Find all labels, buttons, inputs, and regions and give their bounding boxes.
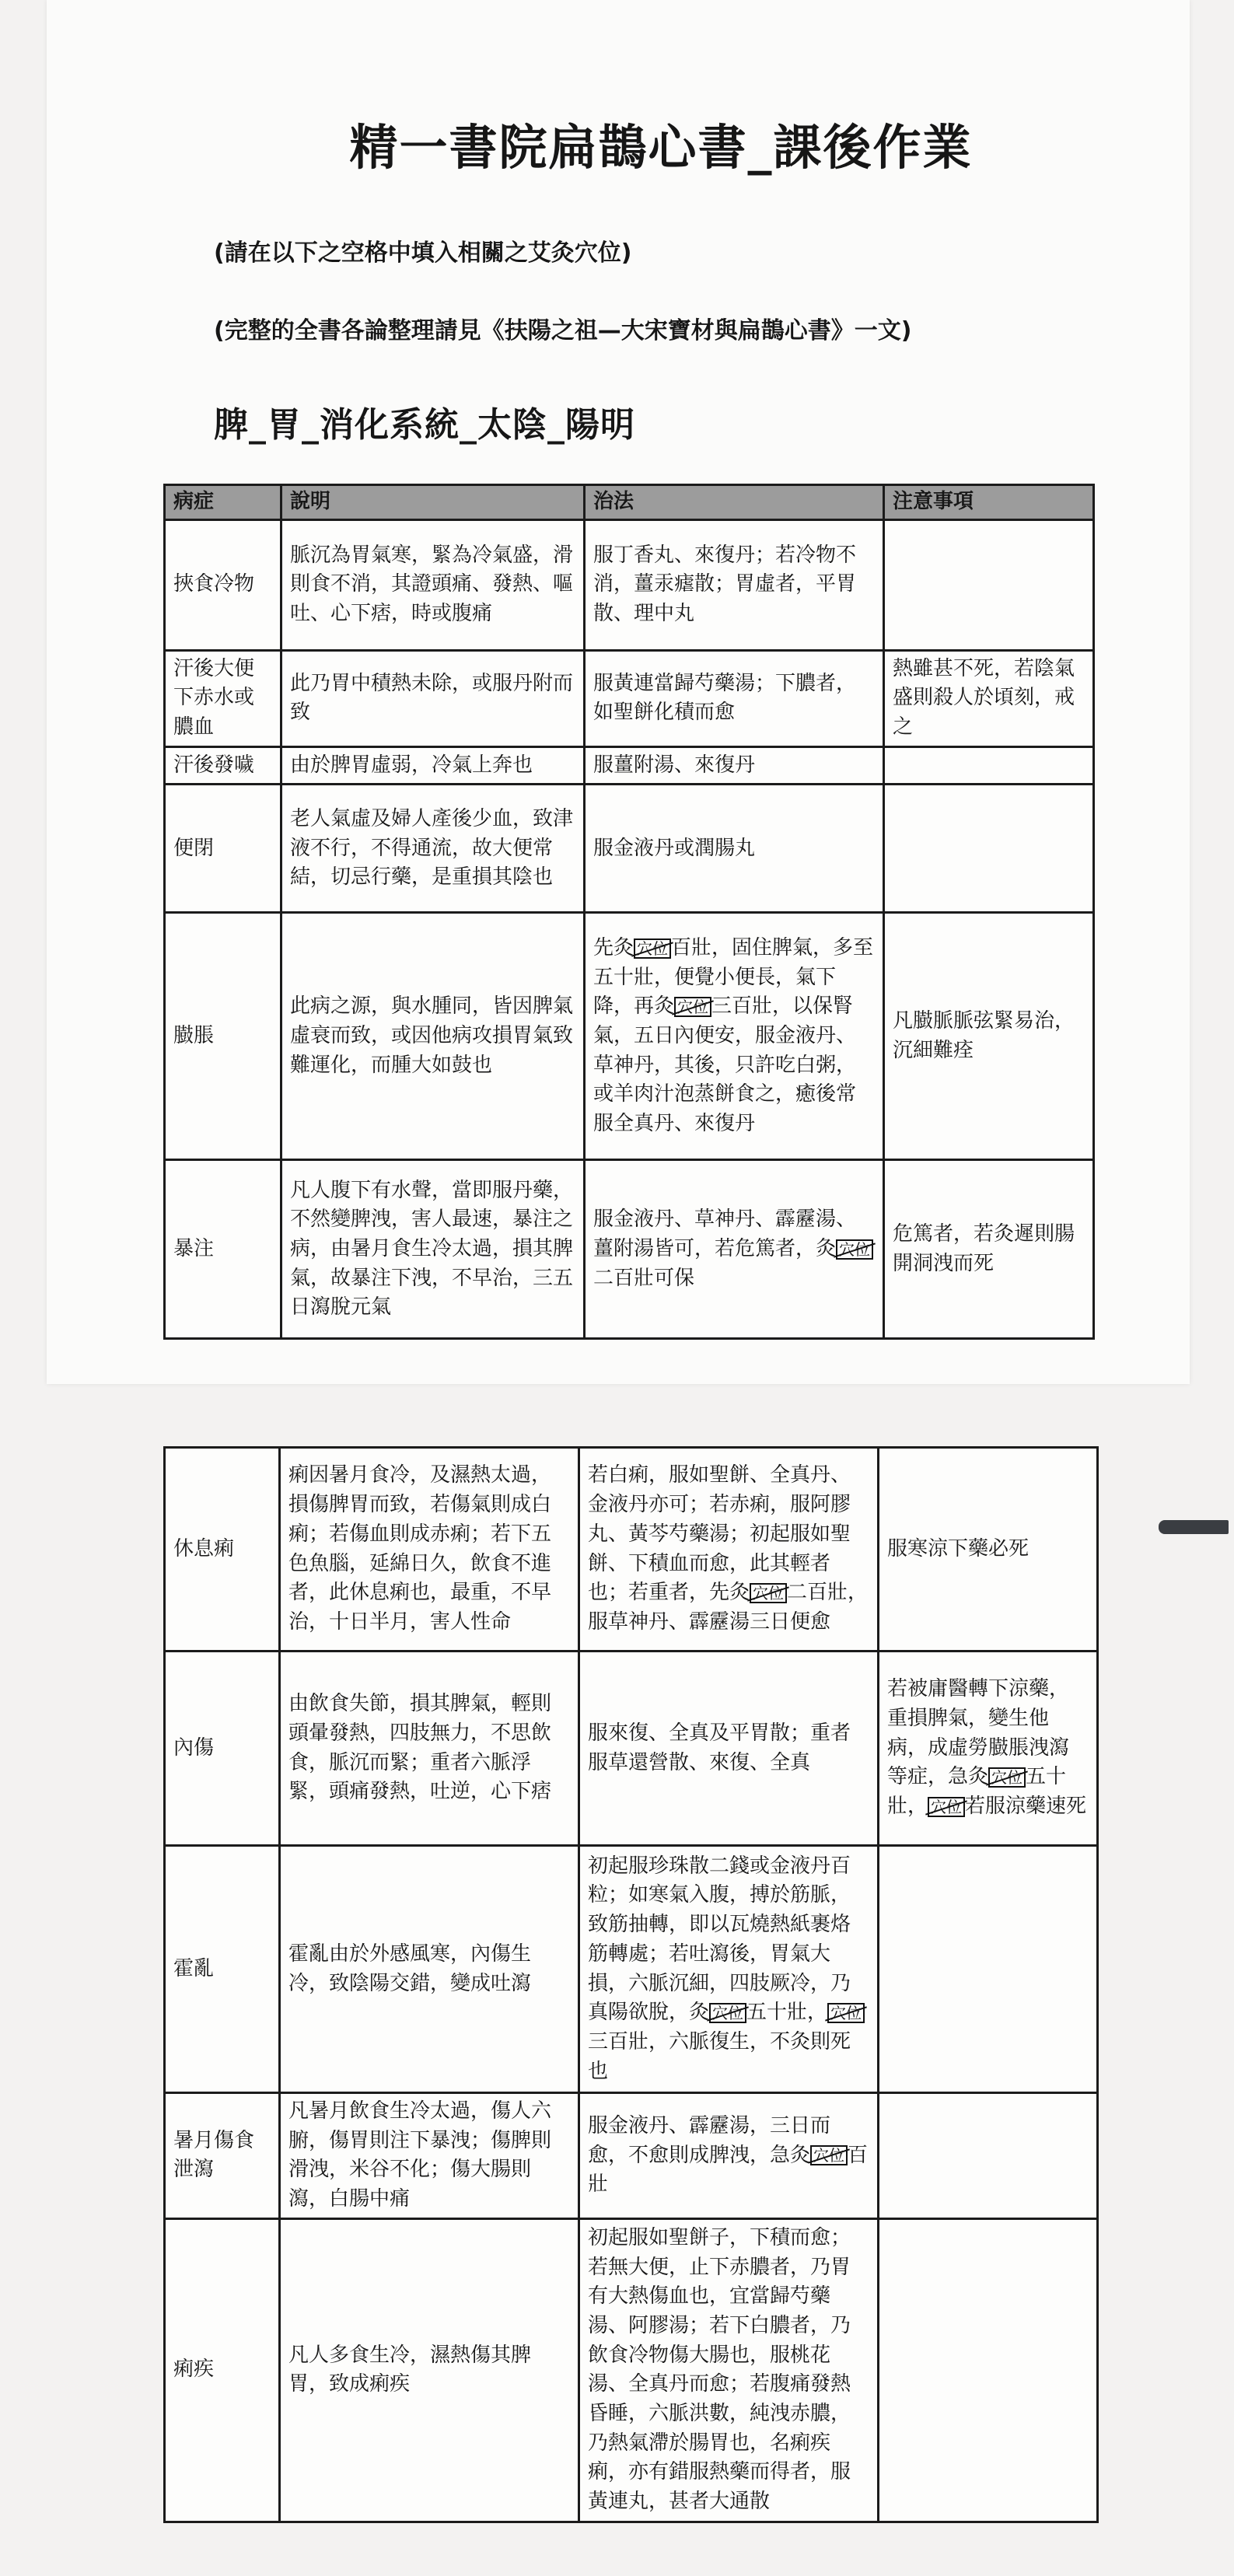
symptom-table-1	[163, 484, 1095, 1340]
caution-text: 五十壯，	[887, 1765, 1067, 1819]
caution-cell: 危篤者，若灸遲則腸開洞洩而死	[884, 1160, 1094, 1339]
caution-cell	[879, 2093, 1098, 2219]
treatment-text: 二百壯，服草神丹、霹靂湯三日便愈	[588, 1581, 869, 1634]
treatment-cell: 初起服如聖餅子，下積而愈；若無大便，止下赤膿者，乃胃有大熱傷血也，宜當歸芍藥湯、阿膠湯；若下白膿者，乃飲食冷物傷大腸也，服桃花湯、全真丹而愈；若腹痛發熱昏睡，六脈洪數，純洩赤膿，乃熱氣滯於腸胃也，名痢疾痢，亦有錯服熱藥而得者，服黃連丸，甚者大通散	[579, 2218, 879, 2522]
description-cell: 凡暑月飲食生冷太過，傷人六腑，傷胃則注下暴洩；傷脾則滑洩，米谷不化；傷大腸則瀉，白腸中痛	[280, 2093, 579, 2219]
description-cell: 老人氣虛及婦人產後少血，致津液不行，不得通流，故大便常結，切忌行藥，是重損其陰也	[281, 785, 585, 913]
description-cell: 由飲食失節，損其脾氣，輕則頭暈發熱，四肢無力，不思飲食，脈沉而緊；重者六脈浮緊，頭痛發熱，吐逆，心下痞	[280, 1652, 579, 1846]
redacted-acupoint-icon: 穴位	[836, 1239, 873, 1260]
table-row	[165, 785, 1094, 913]
treatment-cell	[579, 1448, 879, 1652]
treatment-cell	[579, 1846, 879, 2093]
caution-cell	[879, 2218, 1098, 2522]
header-description: 說明	[281, 485, 585, 520]
description-cell: 凡人腹下有水聲，當即服丹藥，不然變脾洩，害人最速，暴注之病，由暑月食生冷太過，損其脾氣，故暴注下洩，不早治，三五日瀉脫元氣	[281, 1160, 585, 1339]
page-title: 精一書院扁鵲心書_課後作業	[349, 119, 973, 176]
disease-cell: 休息痢	[165, 1448, 280, 1652]
disease-cell: 臌脹	[165, 913, 281, 1160]
treatment-cell: 服黃連當歸芍藥湯；下膿者，如聖餅化積而愈	[585, 650, 884, 746]
redacted-acupoint-icon: 穴位	[827, 2003, 865, 2023]
table-header-row	[165, 485, 1094, 520]
disease-cell: 便閉	[165, 785, 281, 913]
table-row	[165, 1846, 1098, 2093]
header-treatment: 治法	[585, 485, 884, 520]
treatment-cell	[585, 913, 884, 1160]
table-row	[165, 650, 1094, 746]
table-row	[165, 913, 1094, 1160]
instruction-note: (請在以下之空格中填入相關之艾灸穴位)	[214, 239, 632, 267]
disease-cell: 霍亂	[165, 1846, 280, 2093]
table-row	[165, 519, 1094, 650]
caution-text: 若服涼藥速死	[965, 1795, 1087, 1819]
page-tab-marker	[1159, 1520, 1229, 1534]
description-cell: 脈沉為胃氣寒，緊為冷氣盛，滑則食不消，其證頭痛、發熱、嘔吐、心下痞，時或腹痛	[281, 519, 585, 650]
caution-cell	[884, 746, 1094, 785]
treatment-text: 服金液丹、草神丹、霹靂湯、薑附湯皆可，若危篤者，灸	[593, 1208, 857, 1261]
treatment-text: 三百壯，以保腎氣，五日內便安，服金液丹、草神丹，其後，只許吃白粥，或羊肉汁泡蒸餅食之，癒後常服全真丹、來復丹	[593, 994, 857, 1136]
disease-cell: 暑月傷食泄瀉	[165, 2093, 280, 2219]
caution-cell: 服寒涼下藥必死	[879, 1448, 1098, 1652]
section-heading: 脾_胃_消化系統_太陰_陽明	[214, 405, 635, 445]
symptom-table-2	[163, 1446, 1099, 2523]
redacted-acupoint-icon: 穴位	[674, 997, 711, 1017]
treatment-text: 二百壯可保	[593, 1266, 695, 1290]
description-cell: 凡人多食生冷，濕熱傷其脾胃，致成痢疾	[280, 2218, 579, 2522]
redacted-acupoint-icon: 穴位	[750, 1583, 787, 1603]
disease-cell: 汗後大便下赤水或膿血	[165, 650, 281, 746]
table-row	[165, 2093, 1098, 2219]
disease-cell: 挾食冷物	[165, 519, 281, 650]
treatment-cell: 服丁香丸、來復丹；若冷物不消，薑汞瘧散；胃虛者，平胃散、理中丸	[585, 519, 884, 650]
redacted-acupoint-icon: 穴位	[928, 1797, 965, 1817]
description-cell: 痢因暑月食冷，及濕熱太過，損傷脾胃而致，若傷氣則成白痢；若傷血則成赤痢；若下五色魚腦，延綿日久，飲食不進者，此休息痢也，最重，不早治，十日半月，害人性命	[280, 1448, 579, 1652]
reference-note: (完整的全書各論整理請見《扶陽之祖—大宋寶材與扁鵲心書》一文)	[214, 317, 912, 344]
disease-cell: 痢疾	[165, 2218, 280, 2522]
treatment-cell	[579, 2093, 879, 2219]
disease-cell: 暴注	[165, 1160, 281, 1339]
description-cell: 霍亂由於外感風寒，內傷生冷，致陰陽交錯，變成吐瀉	[280, 1846, 579, 2093]
table-row	[165, 1160, 1094, 1339]
treatment-cell	[585, 1160, 884, 1339]
redacted-acupoint-icon: 穴位	[709, 2003, 746, 2023]
table-row	[165, 2218, 1098, 2522]
treatment-cell: 服金液丹或潤腸丸	[585, 785, 884, 913]
treatment-text: 若白痢，服如聖餅、全真丹、金液丹亦可；若赤痢，服阿膠丸、黃芩芍藥湯；初起服如聖餅、下積血而愈，此其輕者也；若重者，先灸	[588, 1463, 851, 1605]
table-row	[165, 746, 1094, 785]
treatment-text: 五十壯，	[746, 2001, 828, 2025]
redacted-acupoint-icon: 穴位	[634, 938, 671, 959]
table-row	[165, 1652, 1098, 1846]
description-cell: 此乃胃中積熱未除，或服丹附而致	[281, 650, 585, 746]
disease-cell: 汗後發噦	[165, 746, 281, 785]
description-cell: 由於脾胃虛弱，冷氣上奔也	[281, 746, 585, 785]
table-row	[165, 1448, 1098, 1652]
header-caution: 注意事項	[884, 485, 1094, 520]
caution-cell	[879, 1652, 1098, 1846]
treatment-cell: 服薑附湯、來復丹	[585, 746, 884, 785]
treatment-text: 三百壯，六脈復生，不灸則死也	[588, 2029, 851, 2083]
caution-cell: 凡臌脈脈弦緊易治，沉細難痊	[884, 913, 1094, 1160]
caution-cell	[884, 785, 1094, 913]
caution-text: 若被庸醫轉下涼藥，重損脾氣，變生他病，成虛勞臌脹洩瀉等症，急灸	[887, 1677, 1070, 1789]
caution-cell	[879, 1846, 1098, 2093]
description-cell: 此病之源，與水腫同，皆因脾氣虛衰而致，或因他病攻損胃氣致難運化，而腫大如鼓也	[281, 913, 585, 1160]
header-disease: 病症	[165, 485, 281, 520]
disease-cell: 內傷	[165, 1652, 280, 1846]
caution-cell	[884, 519, 1094, 650]
treatment-cell: 服來復、全真及平胃散；重者服草還營散、來復、全真	[579, 1652, 879, 1846]
redacted-acupoint-icon: 穴位	[810, 2145, 848, 2165]
treatment-text: 服金液丹、霹靂湯，三日而愈，不愈則成脾洩，急灸	[588, 2113, 831, 2167]
redacted-acupoint-icon: 穴位	[988, 1767, 1026, 1788]
treatment-text: 百壯	[588, 2143, 869, 2197]
treatment-text: 先灸	[593, 936, 634, 960]
treatment-text: 百壯，固住脾氣，多至五十壯，便覺小便長，氣下降，再灸	[593, 936, 874, 1019]
caution-cell: 熱雖甚不死，若陰氣盛則殺人於頃刻，戒之	[884, 650, 1094, 746]
treatment-text: 初起服珍珠散二錢或金液丹百粒；如寒氣入腹，搏於筋脈，致筋抽轉，即以瓦燒熱紙裹烙筋轉處；若吐瀉後，胃氣大損，六脈沉細，四肢厥冷，乃真陽欲脫，灸	[588, 1854, 851, 2025]
